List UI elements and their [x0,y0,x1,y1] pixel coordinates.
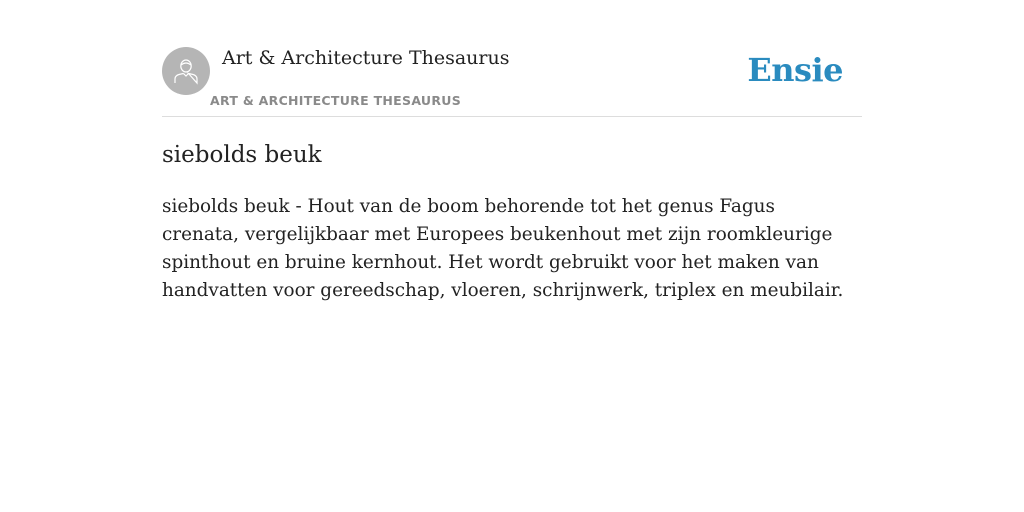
page-container [162,0,862,301]
source-label[interactable]: ART & ARCHITECTURE THESAURUS [210,93,462,108]
entry-definition: siebolds beuk - Hout van de boom behorende tot het genus Fagus crenata, vergelijkbaar met Europees beukenhout met zijn roomkleurige spinthout en bruine kernhout. Het wordt gebruikt voor het maken van handvatten voor gereedschap, vloeren, schrijnwerk, triplex en meubilair. [162,196,844,301]
author-name[interactable]: Art & Architecture Thesaurus [222,47,510,69]
avatar[interactable] [162,47,210,95]
ensie-logo[interactable]: Ensie [747,51,843,89]
page-header [162,0,862,117]
entry-title: siebolds beuk [162,142,322,168]
user-icon [171,56,201,86]
